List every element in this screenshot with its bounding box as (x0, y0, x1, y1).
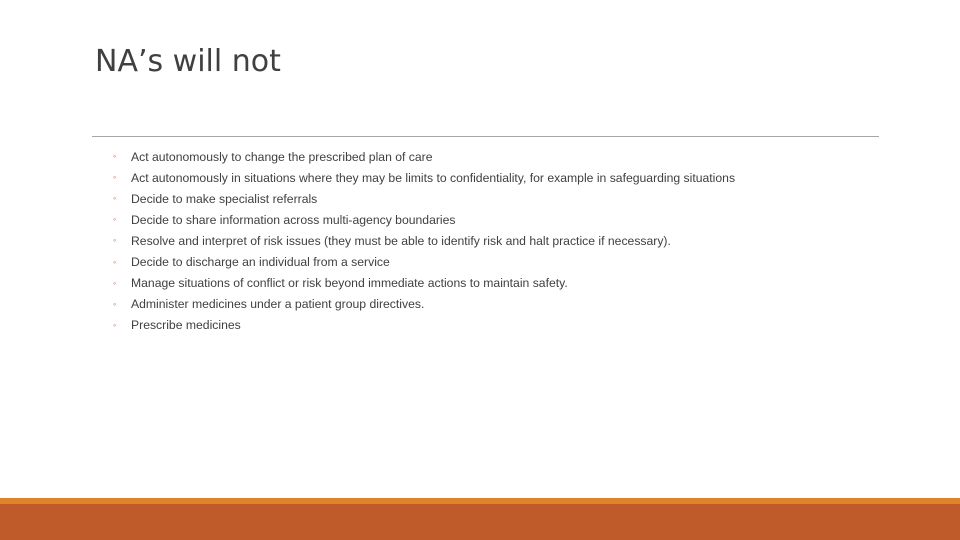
bullet-item (113, 167, 893, 188)
bullet-item (113, 146, 893, 167)
bullet-marker-icon: ◦ (113, 277, 117, 288)
bullet-item (113, 251, 893, 272)
bullet-marker-icon: ◦ (113, 214, 117, 225)
bullet-item (113, 315, 893, 336)
footer-bar (0, 504, 960, 540)
bullet-text: Decide to discharge an individual from a service (131, 255, 390, 270)
bullet-marker-icon: ◦ (113, 298, 117, 309)
bullet-text: Administer medicines under a patient group directives. (131, 297, 425, 312)
slide-title: NA’s will not (95, 44, 281, 79)
bullet-text: Decide to make specialist referrals (131, 191, 318, 206)
bullet-item (113, 294, 893, 315)
bullet-item (113, 273, 893, 294)
title-divider (92, 136, 879, 137)
bullet-text: Decide to share information across multi-agency boundaries (131, 212, 456, 227)
bullet-text: Resolve and interpret of risk issues (they must be able to identify risk and halt practice if necessary). (131, 233, 671, 248)
bullet-item (113, 230, 893, 251)
bullet-item (113, 188, 893, 209)
bullet-text: Manage situations of conflict or risk beyond immediate actions to maintain safety. (131, 276, 568, 291)
bullet-marker-icon: ◦ (113, 172, 117, 183)
bullet-marker-icon: ◦ (113, 193, 117, 204)
bullet-text: Prescribe medicines (131, 318, 241, 333)
bullet-text: Act autonomously in situations where they may be limits to confidentiality, for example in safeguarding situations (131, 170, 736, 185)
bullet-marker-icon: ◦ (113, 151, 117, 162)
bullet-list (113, 146, 893, 336)
bullet-text: Act autonomously to change the prescribed plan of care (131, 149, 433, 164)
bullet-item (113, 209, 893, 230)
bullet-marker-icon: ◦ (113, 319, 117, 330)
bullet-marker-icon: ◦ (113, 256, 117, 267)
bullet-marker-icon: ◦ (113, 235, 117, 246)
